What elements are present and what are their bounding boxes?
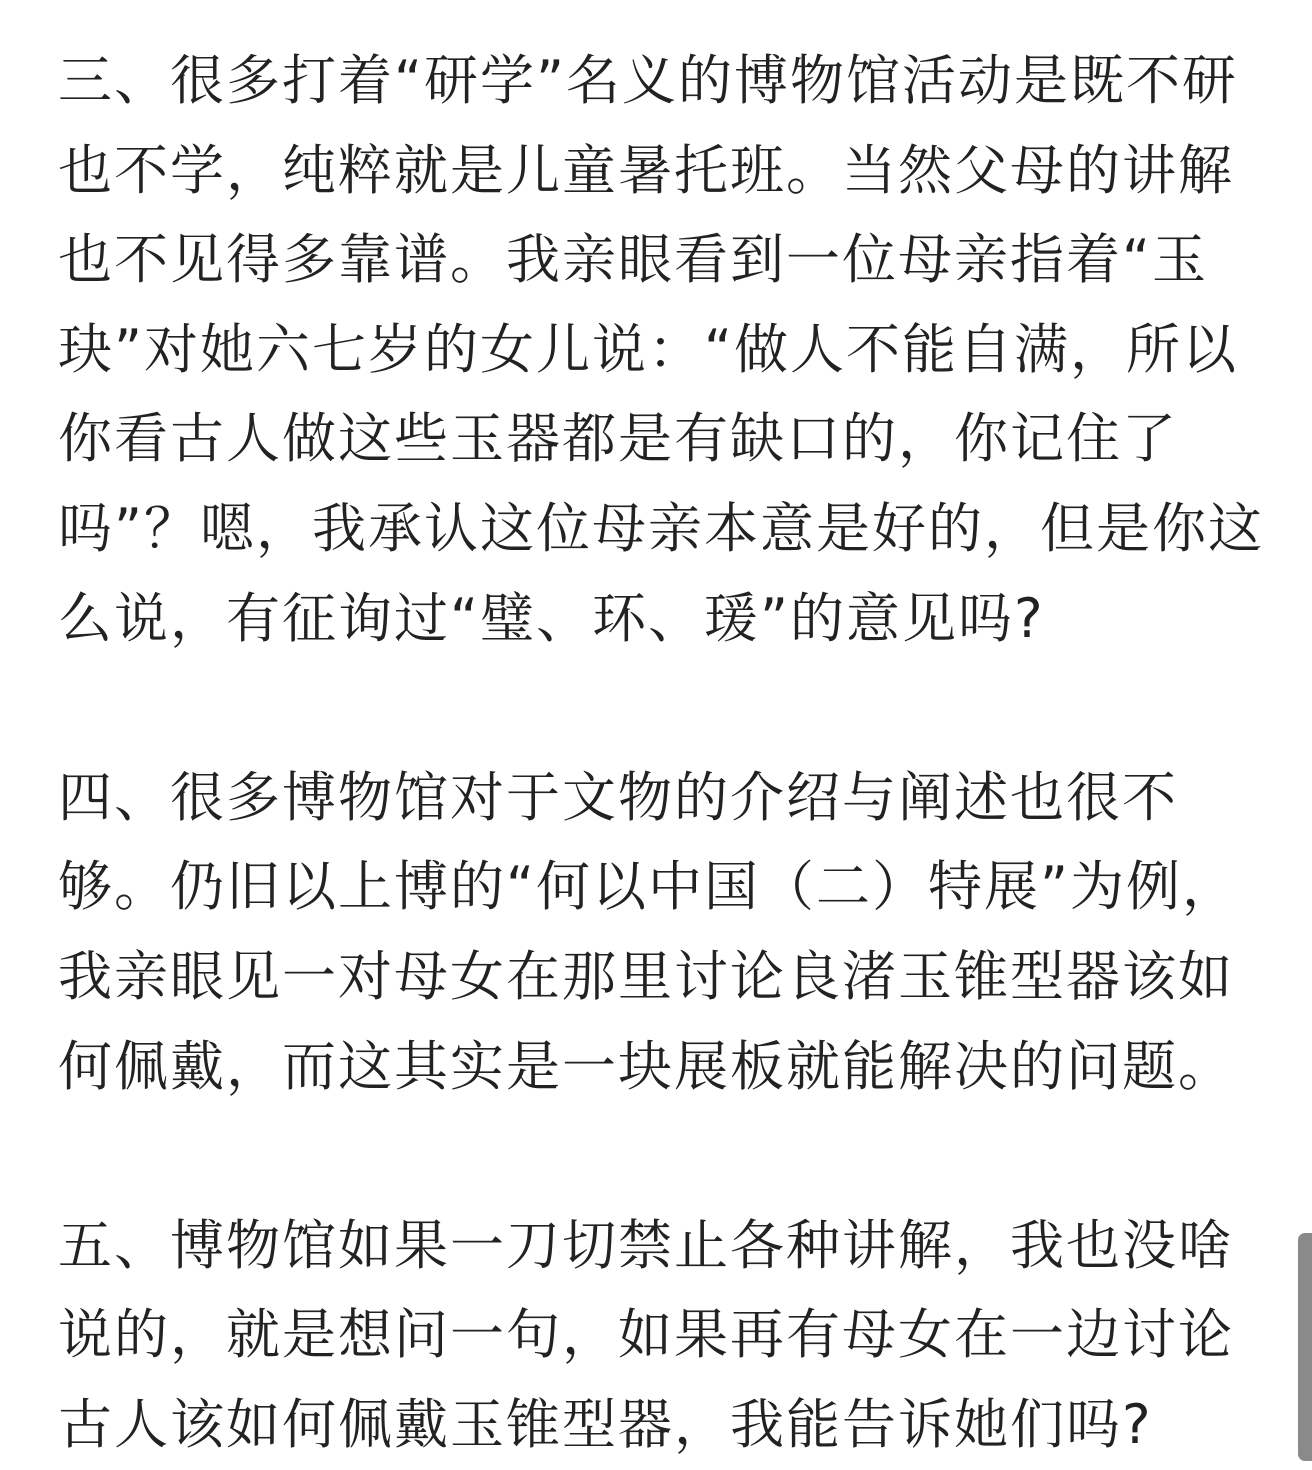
text-line: 也不学，纯粹就是儿童暑托班。当然父母的讲解	[58, 138, 1234, 202]
paragraph-five	[58, 1201, 1268, 1470]
text-line: 够。仍旧以上博的“何以中国（二）特展”为例，	[58, 855, 1238, 919]
paragraph-four	[58, 753, 1268, 1111]
article-body	[58, 36, 1268, 1470]
text-line: 古人该如何佩戴玉锥型器，我能告诉她们吗?	[58, 1392, 1153, 1456]
text-line: 么说，有征询过“璧、环、瑗”的意见吗?	[58, 586, 1045, 650]
text-line: 说的，就是想问一句，如果再有母女在一边讨论	[58, 1303, 1234, 1367]
text-line: 五、博物馆如果一刀切禁止各种讲解，我也没啥	[58, 1213, 1234, 1277]
text-line: 玦”对她六七岁的女儿说：“做人不能自满，所以	[58, 317, 1238, 381]
text-line: 四、很多博物馆对于文物的介绍与阐述也很不	[58, 765, 1178, 829]
text-line: 吗”？嗯，我承认这位母亲本意是好的，但是你这	[58, 496, 1264, 560]
scrollbar-thumb[interactable]	[1298, 1233, 1312, 1461]
paragraph-three	[58, 36, 1268, 663]
text-line: 三、很多打着“研学”名义的博物馆活动是既不研	[58, 49, 1238, 112]
text-line: 我亲眼见一对母女在那里讨论良渚玉锥型器该如	[58, 944, 1234, 1008]
text-line: 何佩戴，而这其实是一块展板就能解决的问题。	[58, 1034, 1234, 1098]
text-line: 你看古人做这些玉器都是有缺口的，你记住了	[58, 407, 1178, 471]
text-line: 也不见得多靠谱。我亲眼看到一位母亲指着“玉	[58, 228, 1208, 292]
